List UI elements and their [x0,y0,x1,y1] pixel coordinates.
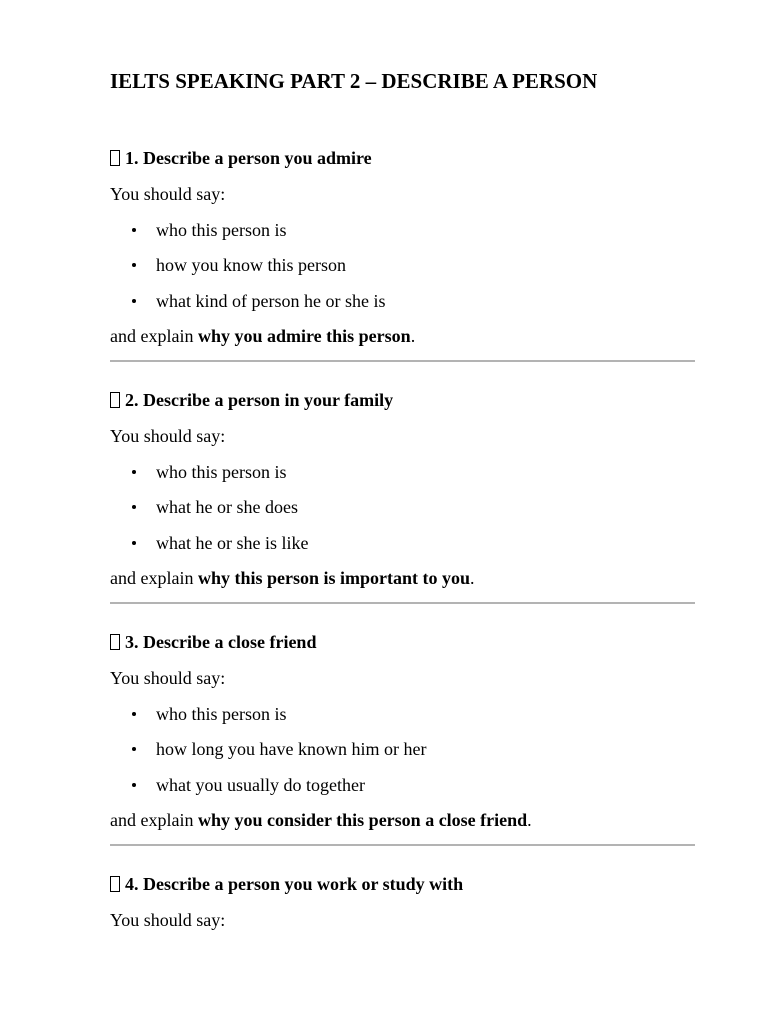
question-section-2 [110,388,695,604]
bullet-icon [132,470,136,474]
question-heading [110,388,695,412]
explain-prefix: and explain [110,326,198,346]
bullet-icon [132,505,136,509]
bullet-icon [132,783,136,787]
list-item-text: what he or she is like [156,532,309,553]
list-item-text: who this person is [156,219,287,240]
prompt-list [110,460,695,555]
you-should-say: You should say: [110,184,226,204]
question-section-4 [110,872,695,932]
list-item-text: who this person is [156,703,287,724]
explain-line [110,566,695,590]
you-should-say: You should say: [110,910,226,930]
bullet-icon [132,228,136,232]
missing-glyph-box-icon [110,150,120,166]
question-title: 1. Describe a person you admire [125,148,372,168]
bullet-icon [132,712,136,716]
list-item [110,289,695,313]
question-title: 4. Describe a person you work or study with [125,874,464,894]
list-item [110,218,695,242]
bullet-icon [132,299,136,303]
list-item [110,773,695,797]
list-item [110,737,695,761]
question-section-3 [110,630,695,846]
list-item-text: how long you have known him or her [156,739,427,759]
prompt-list [110,702,695,797]
explain-emphasis: why this person is important to you [197,568,471,588]
question-heading [110,872,695,896]
explain-prefix: and explain [110,810,198,830]
section-divider [110,602,695,604]
list-item [110,702,695,726]
bullet-icon [132,747,136,751]
document-title: IELTS SPEAKING PART 2 – DESCRIBE A PERSON [110,69,598,93]
explain-suffix: . [527,810,532,830]
explain-line [110,808,695,832]
you-should-say: You should say: [110,668,226,688]
bullet-icon [132,541,136,545]
list-item-text: what you usually do together [156,774,365,795]
question-title: 2. Describe a person in your family [125,390,394,410]
list-item [110,495,695,519]
explain-line [110,324,695,348]
prompt-list [110,218,695,313]
missing-glyph-box-icon [110,634,120,650]
you-should-say: You should say: [110,426,226,446]
section-divider [110,360,695,362]
explain-emphasis: why you consider this person a close friend [197,810,528,830]
list-item [110,253,695,277]
question-heading [110,146,695,170]
explain-suffix: . [470,568,475,588]
question-title: 3. Describe a close friend [125,632,317,652]
missing-glyph-box-icon [110,876,120,892]
list-item-text: what he or she does [156,497,298,517]
bullet-icon [132,263,136,267]
list-item [110,531,695,555]
explain-prefix: and explain [110,568,198,588]
list-item-text: what kind of person he or she is [156,290,386,311]
list-item-text: how you know this person [156,255,346,275]
explain-emphasis: why you admire this person [197,326,411,346]
explain-suffix: . [410,326,416,346]
missing-glyph-box-icon [110,392,120,408]
section-divider [110,844,695,846]
list-item-text: who this person is [156,461,287,482]
question-heading [110,630,695,654]
question-section-1 [110,146,695,362]
list-item [110,460,695,484]
